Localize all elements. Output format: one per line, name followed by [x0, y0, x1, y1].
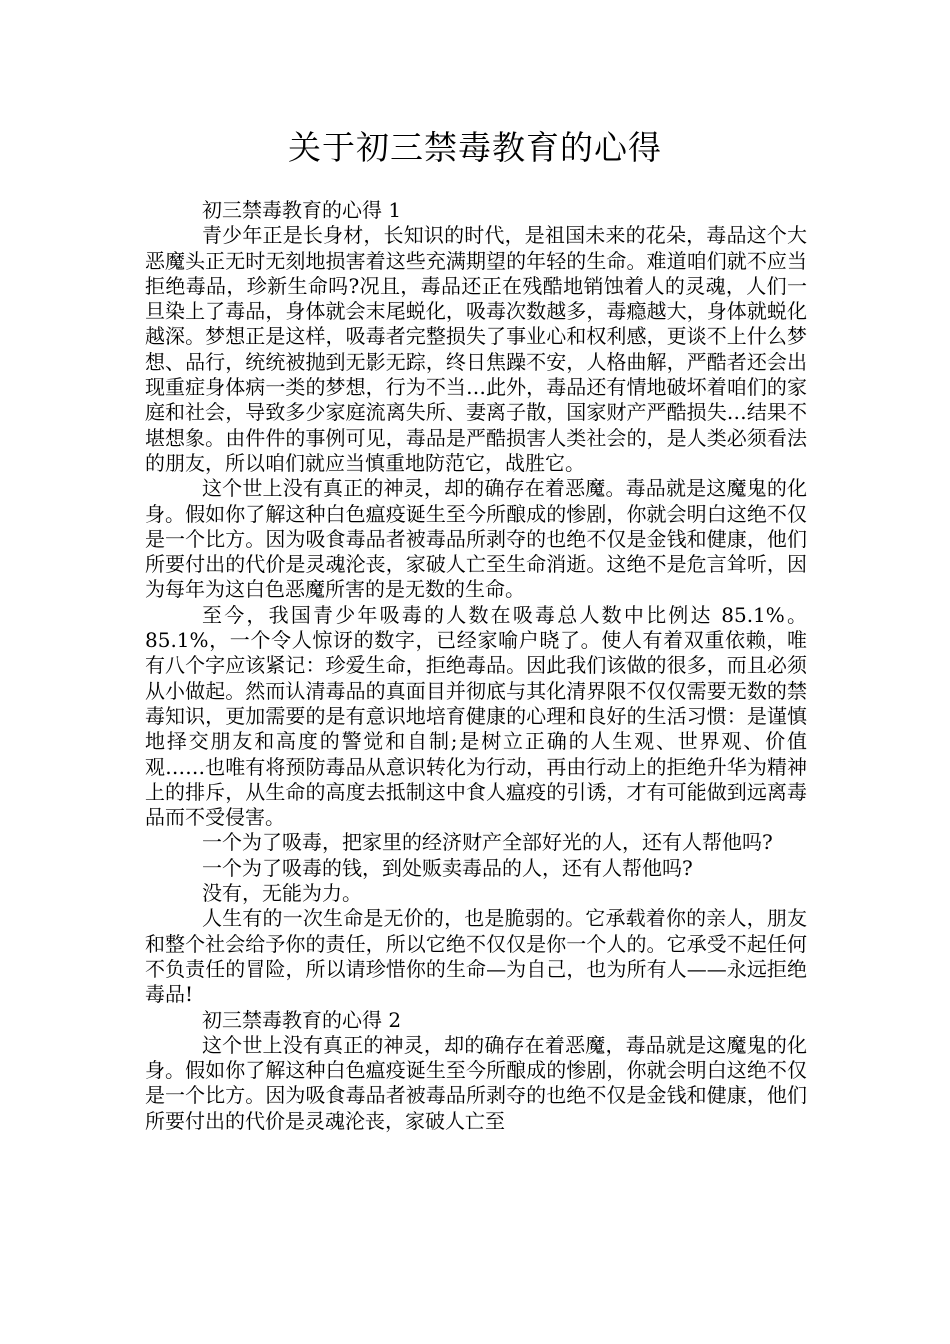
paragraph: 人生有的一次生命是无价的，也是脆弱的。它承载着你的亲人，朋友和整个社会给予你的责任，所以它绝不仅仅是你一个人的。它承受不起任何不负责任的冒险，所以请珍惜你的生命—为自己，也为所有人——永远拒绝毒品!: [145, 906, 807, 1007]
paragraph: 没有，无能为力。: [202, 881, 362, 906]
paragraph: 一个为了吸毒，把家里的经济财产全部好光的人，还有人帮他吗?: [202, 830, 773, 855]
paragraph: 至今，我国青少年吸毒的人数在吸毒总人数中比例达 85.1%。85.1%，一个令人惊讶的数字，已经家喻户晓了。使人有着双重依赖，唯有八个字应该紧记：珍爱生命，拒绝毒品。因此我们该做的很多，而且必须从小做起。然而认清毒品的真面目并彻底与其化清界限不仅仅需要无数的禁毒知识，更加需要的是有意识地培育健康的心理和良好的生活习惯：是谨慎地择交朋友和高度的警觉和自制;是树立正确的人生观、世界观、价值观……也唯有将预防毒品从意识转化为行动，再由行动上的拒绝升华为精神上的排斥，从生命的高度去抵制这中食人瘟疫的引诱，才有可能做到远离毒品而不受侵害。: [145, 602, 807, 830]
document-body: [145, 198, 807, 1134]
paragraph: 这个世上没有真正的神灵，却的确存在着恶魔。毒品就是这魔鬼的化身。假如你了解这种白色瘟疫诞生至今所酿成的惨剧，你就会明白这绝不仅是一个比方。因为吸食毒品者被毒品所剥夺的也绝不仅是金钱和健康，他们所要付出的代价是灵魂沦丧，家破人亡至生命消逝。这绝不是危言耸听，因为每年为这白色恶魔所害的是无数的生命。: [145, 476, 807, 602]
paragraph: 一个为了吸毒的钱，到处贩卖毒品的人，还有人帮他吗?: [202, 855, 693, 880]
paragraph: 青少年正是长身材，长知识的时代，是祖国未来的花朵，毒品这个大恶魔头正无时无刻地损害着这些充满期望的年轻的生命。难道咱们就不应当拒绝毒品，珍新生命吗?况且，毒品还正在残酷地销蚀着人的灵魂，人们一旦染上了毒品，身体就会末尾蜕化，吸毒次数越多，毒瘾越大，身体就蜕化越深。梦想正是这样，吸毒者完整损失了事业心和权利感，更谈不上什么梦想、品行，统统被抛到无影无踪，终日焦躁不安，人格曲解，严酷者还会出现重症身体病一类的梦想，行为不当…此外，毒品还有情地破坏着咱们的家庭和社会，导致多少家庭流离失所、妻离子散，国家财产严酷损失…结果不堪想象。由件件的事例可见，毒品是严酷损害人类社会的，是人类必须看法的朋友，所以咱们就应当慎重地防范它，战胜它。: [145, 223, 807, 475]
paragraph: 这个世上没有真正的神灵，却的确存在着恶魔，毒品就是这魔鬼的化身。假如你了解这种白色瘟疫诞生至今所酿成的惨剧，你就会明白这绝不仅是一个比方。因为吸食毒品者被毒品所剥夺的也绝不仅是金钱和健康，他们所要付出的代价是灵魂沦丧，家破人亡至: [145, 1032, 807, 1133]
section-heading-2: 初三禁毒教育的心得 2: [202, 1007, 402, 1032]
document-title: 关于初三禁毒教育的心得: [288, 128, 662, 167]
section-heading-1: 初三禁毒教育的心得 1: [202, 198, 402, 222]
